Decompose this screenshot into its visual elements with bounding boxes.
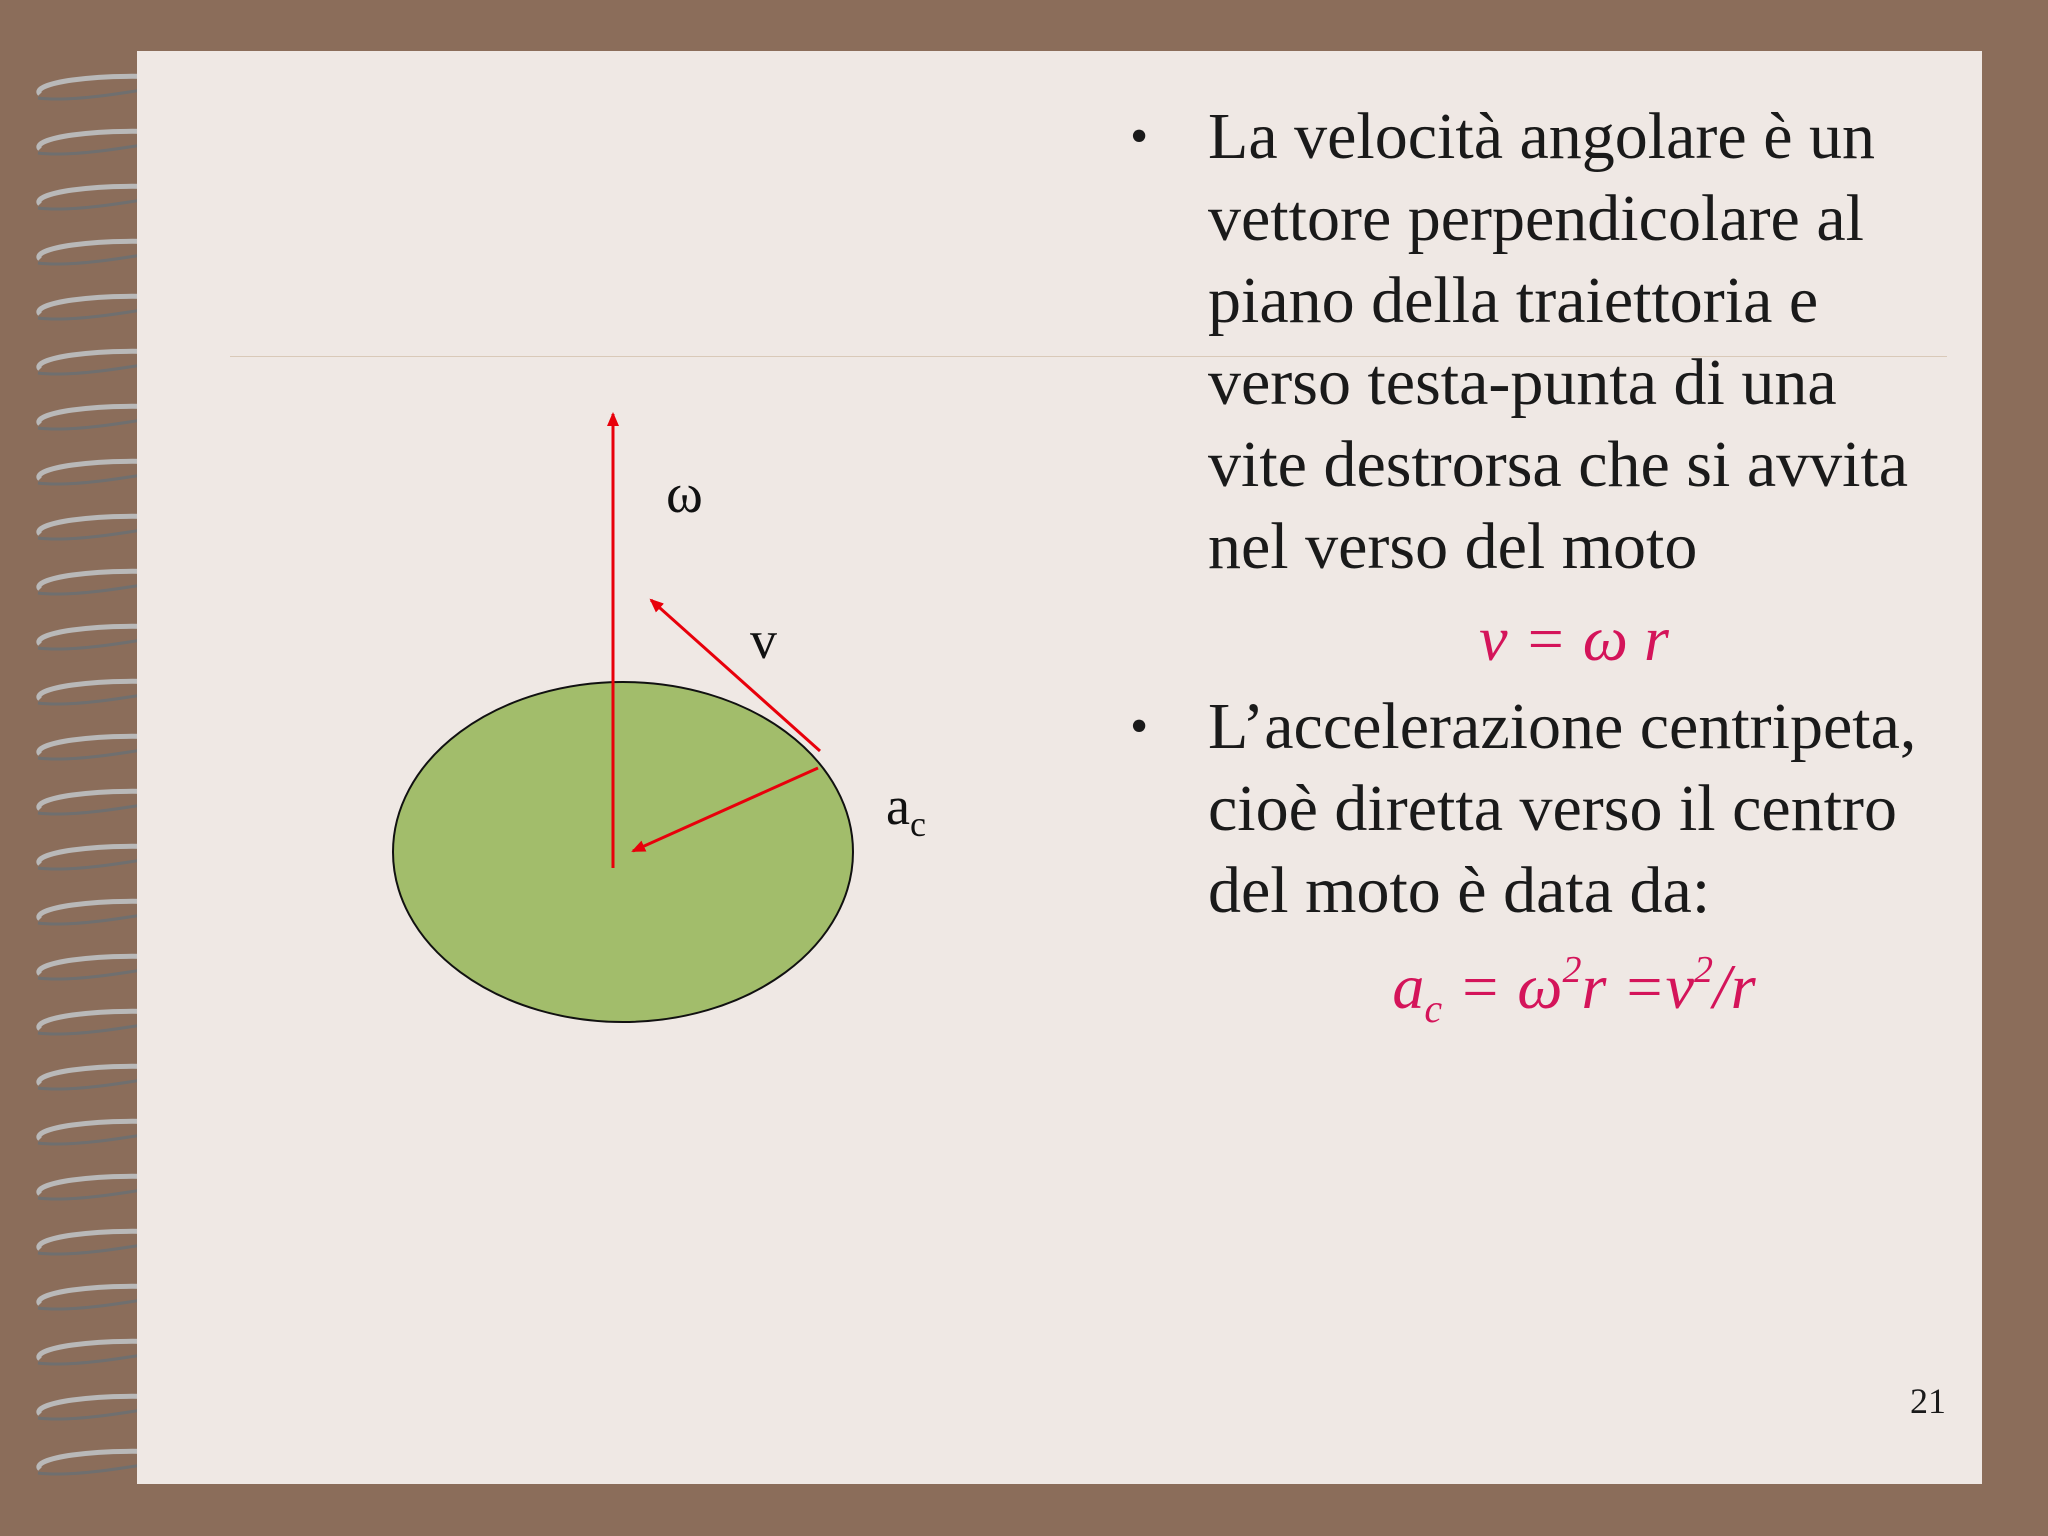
velocity-label: v [750,610,777,670]
bullet-text: L’accelerazione centripeta, cioè diretta verso il centro del moto è data da: [1208,690,1917,927]
bullet-centripetal-acceleration [1120,686,1940,932]
bullet-text: La velocità angolare è un vettore perpendicolare al piano della traiettoria e verso testa-punta di una vite destrorsa che si avvita nel verso del moto [1208,100,1909,583]
acceleration-label: $a_c$ [886,776,926,844]
page-number: 21 [1910,1381,1946,1421]
bullet-angular-velocity [1120,96,1940,588]
rotating-disk [393,682,853,1022]
bullet-list [1120,96,1940,1050]
bullet-marker: • [1130,698,1149,755]
velocity-formula: v = ω r [1479,603,1669,674]
acceleration-subscript: c [909,804,926,844]
bullet-marker: • [1130,108,1149,165]
acceleration-formula: $a_c = \omega^2r =v^2/r$ [1392,949,1756,1031]
rotation-diagram [360,390,1000,1050]
omega-label: ω [666,463,703,525]
